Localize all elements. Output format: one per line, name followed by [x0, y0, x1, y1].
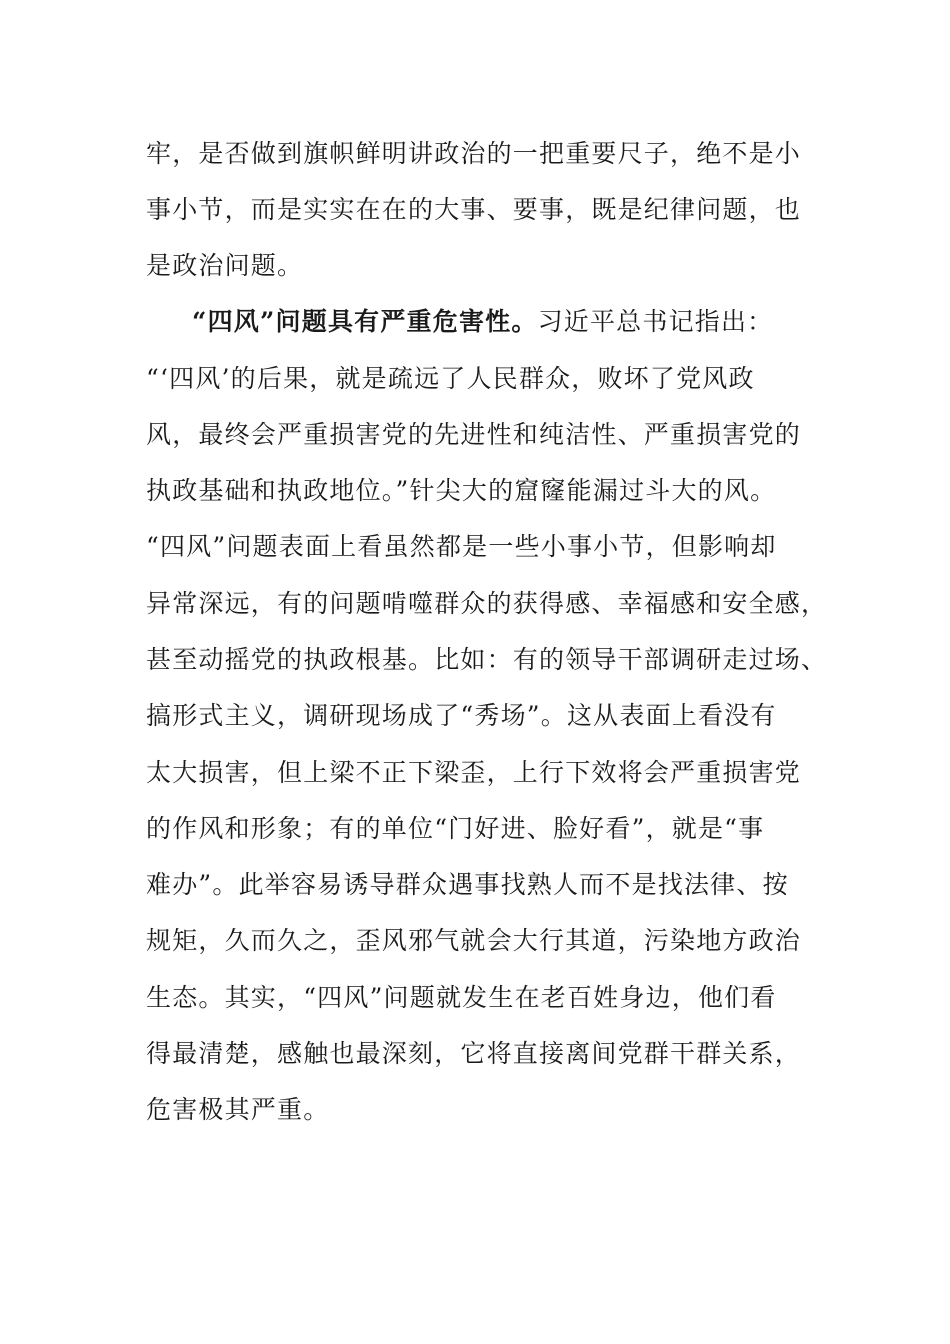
text-line: 太大损害，但上梁不正下梁歪，上行下效将会严重损害党 [146, 758, 802, 787]
text-line: 甚至动摇党的执政根基。比如：有的领导干部调研走过场、 [146, 645, 828, 674]
text-line: “‘四风’的后果，就是疏远了人民群众，败坏了党风政 [146, 364, 755, 393]
text-line: 是政治问题。 [146, 251, 304, 280]
text-line: 事小节，而是实实在在的大事、要事，既是纪律问题，也 [146, 195, 802, 224]
text-line: 搞形式主义，调研现场成了“秀场”。这从表面上看没有 [146, 701, 777, 730]
text-line: 规矩，久而久之，歪风邪气就会大行其道，污染地方政治 [146, 926, 802, 955]
text-line: 异常深远，有的问题啃噬群众的获得感、幸福感和安全感， [146, 589, 828, 618]
text-line: 牢，是否做到旗帜鲜明讲政治的一把重要尺子，绝不是小 [146, 139, 802, 168]
text-line: 危害极其严重。 [146, 1095, 330, 1124]
paragraph-heading-line [192, 305, 773, 339]
text-line: 的作风和形象；有的单位“门好进、脸好看”，就是“事 [146, 814, 765, 843]
text-line: “四风”问题表面上看虽然都是一些小事小节，但影响却 [146, 532, 777, 561]
text-line: 生态。其实，“四风”问题就发生在老百姓身边，他们看 [146, 983, 777, 1012]
paragraph-heading: “四风”问题具有严重危害性。 [192, 307, 538, 336]
text-line: 风，最终会严重损害党的先进性和纯洁性、严重损害党的 [146, 420, 802, 449]
text-line: 执政基础和执政地位。”针尖大的窟窿能漏过斗大的风。 [146, 476, 777, 505]
text-line: 习近平总书记指出： [537, 307, 774, 336]
text-line: 得最清楚，感触也最深刻，它将直接离间党群干群关系， [146, 1039, 802, 1068]
text-line: 难办”。此举容易诱导群众遇事找熟人而不是找法律、按 [146, 870, 789, 899]
